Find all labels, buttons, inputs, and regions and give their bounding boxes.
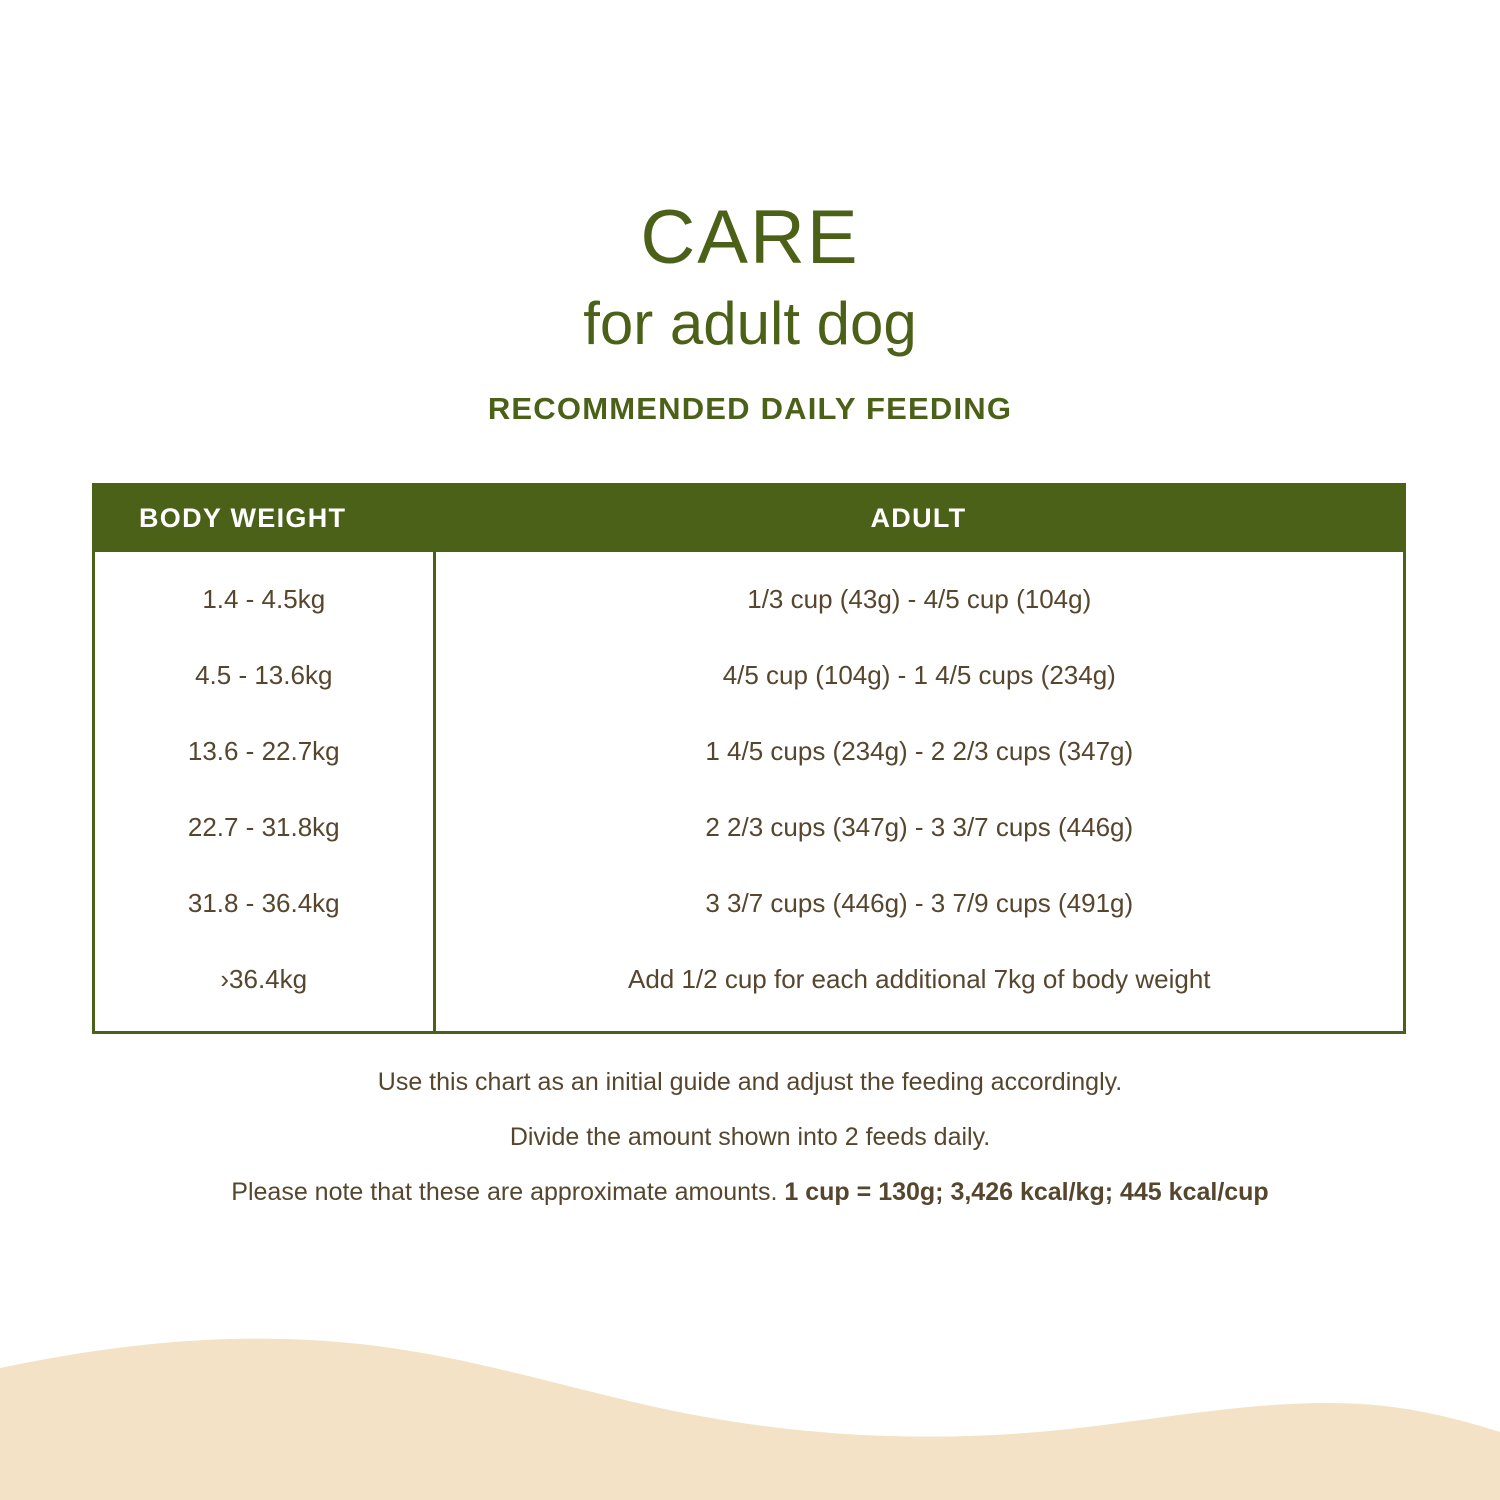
note-line-3-text: Please note that these are approximate amounts. [231,1178,785,1206]
page-subtitle: for adult dog [583,290,917,357]
cell-adult-amount: 3 3/7 cups (446g) - 3 7/9 cups (491g) [705,888,1134,918]
cell-body-weight: 4.5 - 13.6kg [95,638,434,714]
cell-adult-amount: Add 1/2 cup for each additional 7kg of body weight [627,964,1211,994]
note-line-1: Use this chart as an initial guide and adjust the feeding accordingly. [377,1068,1123,1096]
table-row [95,714,1403,790]
table-row [95,942,1403,1031]
dune-shape [0,1339,1500,1500]
page-header [0,0,1500,427]
cell-adult-amount: 4/5 cup (104g) - 1 4/5 cups (234g) [722,660,1116,690]
note-line-3 [0,1178,1500,1207]
column-header-body-weight: BODY WEIGHT [95,486,434,552]
cell-body-weight: 1.4 - 4.5kg [95,552,434,638]
table-row [95,790,1403,866]
table-header [95,486,1403,552]
table-body [95,552,1403,1031]
cell-adult-amount: 1/3 cup (43g) - 4/5 cup (104g) [747,584,1092,614]
feeding-table [95,486,1403,1031]
notes-section [0,1068,1500,1207]
note-line-3-emphasis: 1 cup = 130g; 3,426 kcal/kg; 445 kcal/cup [784,1178,1269,1206]
table-header-row [95,486,1403,552]
section-heading: RECOMMENDED DAILY FEEDING [487,391,1013,426]
note-line-2: Divide the amount shown into 2 feeds daily. [509,1123,991,1151]
cell-body-weight: 13.6 - 22.7kg [95,714,434,790]
cell-body-weight: 31.8 - 36.4kg [95,866,434,942]
table-row [95,552,1403,638]
feeding-table-container [92,483,1406,1034]
table-row [95,638,1403,714]
cell-adult-amount: 1 4/5 cups (234g) - 2 2/3 cups (347g) [705,736,1134,766]
page-title: CARE [640,195,860,280]
cell-body-weight: ›36.4kg [95,942,434,1031]
cell-body-weight: 22.7 - 31.8kg [95,790,434,866]
sand-dune-decoration [0,1290,1500,1500]
cell-adult-amount: 2 2/3 cups (347g) - 3 3/7 cups (446g) [705,812,1134,842]
column-header-adult: ADULT [434,486,1403,552]
table-row [95,866,1403,942]
